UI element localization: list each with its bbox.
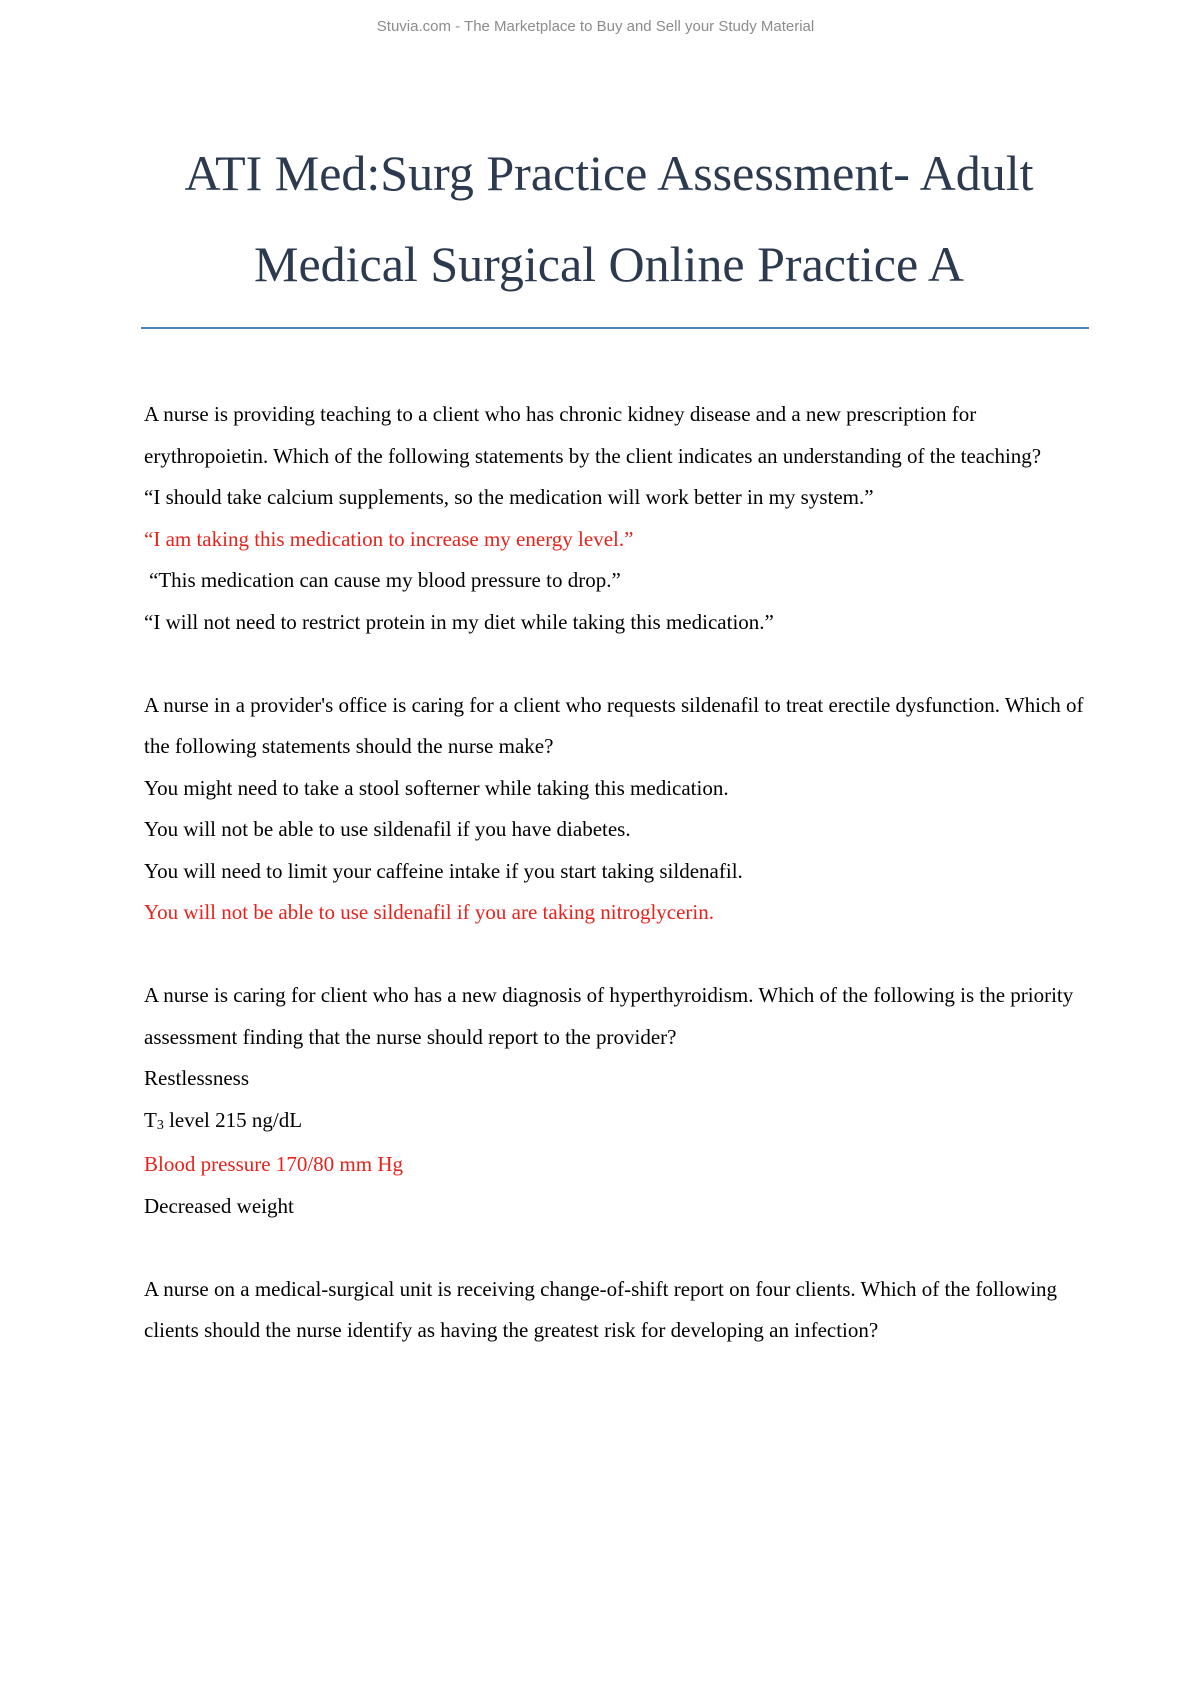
question-3 <box>144 975 1089 1227</box>
document-title <box>130 128 1088 310</box>
correct-answer-option: “I am taking this medication to increase my energy level.” <box>144 526 634 551</box>
answer-option <box>144 1100 1089 1145</box>
question-stem: A nurse in a provider's office is caring for a client who requests sildenafil to treat erectile dysfunction. Which of the following statements should the nurse make? <box>144 692 1084 758</box>
question-stem: A nurse on a medical-surgical unit is receiving change-of-shift report on four clients. Which of the following clients should the nurse identify as having the greatest risk for developing an infection? <box>144 1276 1058 1342</box>
answer-option: You will not be able to use sildenafil if you have diabetes. <box>144 817 631 841</box>
answer-option: “I will not need to restrict protein in my diet while taking this medication.” <box>144 609 774 634</box>
question-4 <box>144 1269 1089 1352</box>
answer-option: Decreased weight <box>144 1193 294 1218</box>
title-divider <box>141 327 1089 329</box>
correct-answer-option: You will not be able to use sildenafil if you are taking nitroglycerin. <box>144 900 715 924</box>
title-line-1: ATI Med:Surg Practice Assessment- Adult <box>184 145 1034 201</box>
t3-subscript: 3 <box>156 1117 164 1133</box>
answer-option: “I should take calcium supplements, so the medication will work better in my system.” <box>144 485 874 509</box>
title-line-2: Medical Surgical Online Practice A <box>254 236 964 292</box>
answer-option: Restlessness <box>144 1066 249 1090</box>
header-banner: Stuvia.com - The Marketplace to Buy and Sell your Study Material <box>376 18 815 35</box>
question-2 <box>144 685 1089 934</box>
t3-symbol: T <box>144 1107 157 1132</box>
answer-option: You will need to limit your caffeine intake if you start taking sildenafil. <box>144 858 743 883</box>
answer-option: You might need to take a stool softerner while taking this medication. <box>144 775 729 800</box>
correct-answer-option: Blood pressure 170/80 mm Hg <box>144 1152 403 1176</box>
question-1 <box>144 394 1089 643</box>
question-stem: A nurse is providing teaching to a client who has chronic kidney disease and a new prescription for erythropoietin. Which of the following statements by the client indicates an understanding of the teaching? <box>144 402 1042 468</box>
document-body <box>144 394 1089 1393</box>
t3-value: level 215 ng/dL <box>163 1107 303 1132</box>
question-stem: A nurse is caring for client who has a new diagnosis of hyperthyroidism. Which of the following is the priority assessment finding that the nurse should report to the provider? <box>144 983 1074 1049</box>
answer-option: “This medication can cause my blood pressure to drop.” <box>149 568 621 592</box>
